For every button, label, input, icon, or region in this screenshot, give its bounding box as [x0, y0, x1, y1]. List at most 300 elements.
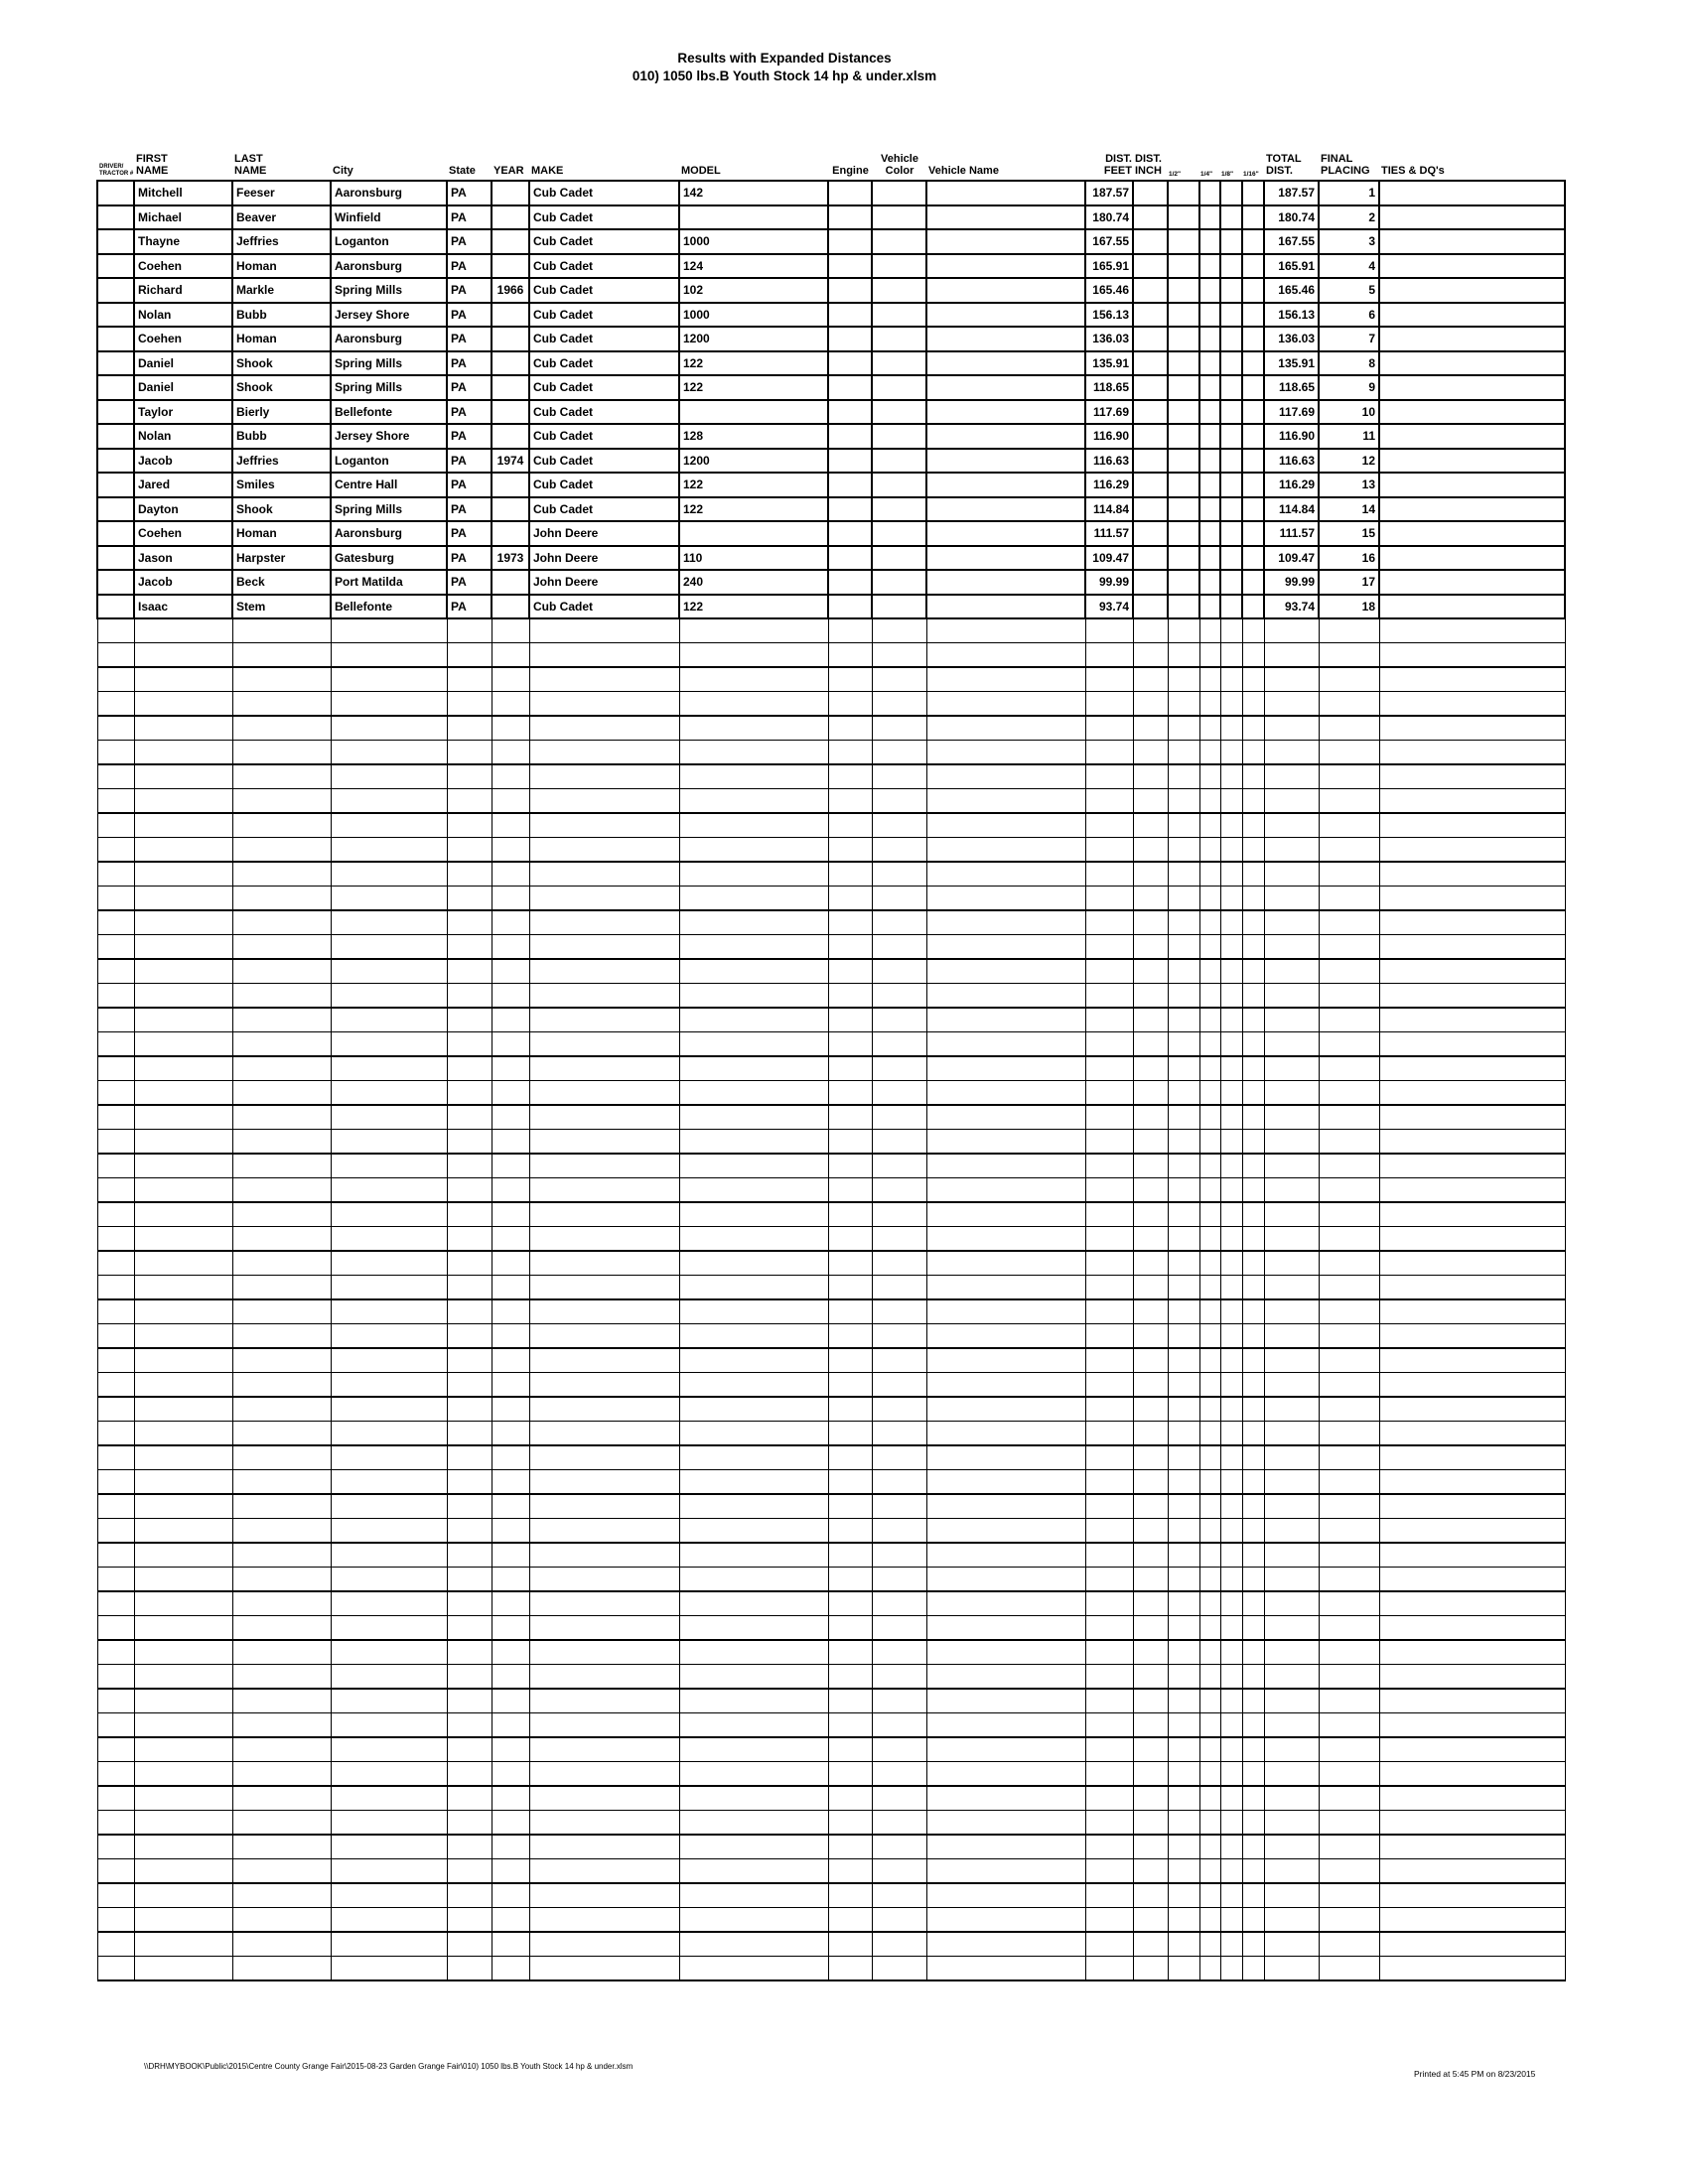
cell-last: Markle — [232, 278, 331, 303]
cell-empty — [134, 1883, 232, 1908]
cell-empty — [1199, 1445, 1220, 1470]
cell-color — [872, 181, 926, 205]
cell-empty — [1168, 959, 1199, 984]
cell-empty — [679, 741, 828, 765]
cell-empty — [679, 1397, 828, 1422]
cell-empty — [1199, 1373, 1220, 1398]
cell-empty — [1220, 887, 1242, 911]
cell-f2 — [1199, 546, 1220, 571]
cell-empty — [492, 1932, 529, 1957]
cell-total_dist: 156.13 — [1264, 303, 1319, 328]
cell-empty — [1319, 1908, 1379, 1933]
cell-empty — [1264, 716, 1319, 741]
cell-empty — [529, 764, 679, 789]
cell-empty — [1220, 1227, 1242, 1252]
cell-empty — [1220, 741, 1242, 765]
cell-empty — [447, 1543, 492, 1568]
cell-f4 — [1242, 595, 1264, 619]
empty-row — [97, 1397, 1565, 1422]
cell-empty — [872, 984, 926, 1009]
cell-empty — [492, 1081, 529, 1106]
cell-empty — [926, 1251, 1085, 1276]
cell-empty — [492, 1908, 529, 1933]
cell-empty — [1264, 1932, 1319, 1957]
cell-empty — [529, 1568, 679, 1592]
cell-empty — [926, 1032, 1085, 1057]
cell-empty — [1220, 1276, 1242, 1300]
cell-empty — [97, 1202, 134, 1227]
cell-empty — [1199, 1227, 1220, 1252]
cell-engine — [828, 181, 872, 205]
cell-placing: 13 — [1319, 473, 1379, 497]
cell-empty — [926, 1130, 1085, 1155]
cell-dist_feet: 187.57 — [1085, 181, 1133, 205]
cell-empty — [1220, 959, 1242, 984]
cell-empty — [1133, 1397, 1168, 1422]
cell-empty — [1085, 813, 1133, 838]
cell-empty — [1242, 1568, 1264, 1592]
cell-empty — [1264, 1202, 1319, 1227]
cell-empty — [1379, 1737, 1565, 1762]
cell-empty — [1242, 1178, 1264, 1203]
cell-empty — [134, 1786, 232, 1811]
cell-empty — [1133, 1348, 1168, 1373]
empty-row — [97, 1105, 1565, 1130]
cell-empty — [529, 667, 679, 692]
empty-row — [97, 813, 1565, 838]
cell-empty — [1379, 1470, 1565, 1495]
cell-empty — [97, 1737, 134, 1762]
cell-empty — [529, 1202, 679, 1227]
cell-empty — [529, 1056, 679, 1081]
cell-empty — [1085, 1227, 1133, 1252]
cell-empty — [1264, 1299, 1319, 1324]
cell-empty — [1168, 1494, 1199, 1519]
cell-f4 — [1242, 473, 1264, 497]
cell-empty — [1379, 1373, 1565, 1398]
cell-empty — [926, 1348, 1085, 1373]
cell-empty — [1242, 1957, 1264, 1981]
cell-empty — [97, 1859, 134, 1884]
cell-empty — [872, 1227, 926, 1252]
cell-empty — [679, 1519, 828, 1544]
cell-empty — [872, 764, 926, 789]
col-header-state: State — [447, 137, 492, 181]
cell-empty — [232, 1908, 331, 1933]
cell-empty — [232, 1251, 331, 1276]
cell-empty — [1199, 1348, 1220, 1373]
cell-color — [872, 278, 926, 303]
cell-empty — [1168, 1276, 1199, 1300]
cell-tractor — [97, 497, 134, 522]
cell-empty — [1085, 1130, 1133, 1155]
cell-empty — [232, 716, 331, 741]
cell-empty — [872, 1786, 926, 1811]
cell-dist_inch — [1133, 375, 1168, 400]
cell-empty — [1085, 1154, 1133, 1178]
cell-last: Shook — [232, 351, 331, 376]
empty-row — [97, 1689, 1565, 1713]
cell-empty — [1133, 1251, 1168, 1276]
cell-empty — [1085, 1422, 1133, 1446]
cell-empty — [1133, 1470, 1168, 1495]
cell-empty — [447, 789, 492, 814]
cell-placing: 10 — [1319, 400, 1379, 425]
cell-empty — [1220, 1154, 1242, 1178]
cell-empty — [926, 741, 1085, 765]
cell-empty — [1199, 1811, 1220, 1836]
cell-empty — [1319, 789, 1379, 814]
cell-empty — [828, 1081, 872, 1106]
cell-empty — [926, 984, 1085, 1009]
cell-empty — [828, 910, 872, 935]
cell-empty — [926, 692, 1085, 717]
cell-f4 — [1242, 181, 1264, 205]
cell-empty — [1199, 1932, 1220, 1957]
cell-empty — [134, 1494, 232, 1519]
cell-empty — [232, 1494, 331, 1519]
cell-empty — [331, 1324, 447, 1349]
cell-empty — [1168, 1519, 1199, 1544]
cell-empty — [134, 1251, 232, 1276]
cell-placing: 11 — [1319, 424, 1379, 449]
cell-empty — [447, 1519, 492, 1544]
cell-vehicle_name — [926, 424, 1085, 449]
cell-empty — [1264, 1470, 1319, 1495]
cell-empty — [1242, 1470, 1264, 1495]
cell-state: PA — [447, 546, 492, 571]
cell-empty — [679, 1202, 828, 1227]
cell-empty — [1168, 1591, 1199, 1616]
cell-dist_inch — [1133, 521, 1168, 546]
cell-empty — [926, 1543, 1085, 1568]
cell-empty — [331, 1762, 447, 1787]
cell-empty — [331, 1494, 447, 1519]
cell-empty — [232, 1422, 331, 1446]
cell-empty — [1242, 1665, 1264, 1690]
cell-dist_feet: 116.29 — [1085, 473, 1133, 497]
cell-engine — [828, 497, 872, 522]
cell-empty — [1319, 1470, 1379, 1495]
cell-empty — [679, 1665, 828, 1690]
cell-empty — [828, 1276, 872, 1300]
cell-empty — [679, 692, 828, 717]
cell-empty — [1085, 959, 1133, 984]
cell-last: Smiles — [232, 473, 331, 497]
cell-empty — [447, 1178, 492, 1203]
cell-empty — [1133, 1932, 1168, 1957]
cell-empty — [134, 910, 232, 935]
cell-last: Jeffries — [232, 229, 331, 254]
cell-empty — [828, 1811, 872, 1836]
cell-f1 — [1168, 473, 1199, 497]
cell-empty — [331, 1056, 447, 1081]
cell-empty — [232, 1737, 331, 1762]
cell-empty — [232, 1348, 331, 1373]
cell-empty — [1085, 887, 1133, 911]
cell-color — [872, 303, 926, 328]
cell-placing: 9 — [1319, 375, 1379, 400]
cell-f2 — [1199, 595, 1220, 619]
cell-empty — [1379, 1957, 1565, 1981]
cell-empty — [331, 1883, 447, 1908]
cell-empty — [872, 1932, 926, 1957]
cell-empty — [926, 1908, 1085, 1933]
cell-empty — [1133, 813, 1168, 838]
header-row — [97, 137, 1565, 181]
cell-empty — [679, 1932, 828, 1957]
cell-tractor — [97, 570, 134, 595]
cell-color — [872, 254, 926, 279]
cell-total_dist: 99.99 — [1264, 570, 1319, 595]
cell-f1 — [1168, 229, 1199, 254]
cell-empty — [97, 1154, 134, 1178]
cell-f3 — [1220, 351, 1242, 376]
cell-last: Homan — [232, 521, 331, 546]
cell-empty — [1319, 1762, 1379, 1787]
empty-row — [97, 692, 1565, 717]
cell-empty — [1242, 1811, 1264, 1836]
cell-empty — [1264, 1811, 1319, 1836]
results-table-body — [97, 181, 1565, 1980]
cell-engine — [828, 424, 872, 449]
cell-empty — [529, 1105, 679, 1130]
cell-empty — [1264, 643, 1319, 668]
cell-empty — [679, 813, 828, 838]
cell-empty — [529, 1081, 679, 1106]
cell-empty — [134, 1178, 232, 1203]
cell-empty — [1264, 667, 1319, 692]
cell-empty — [679, 1056, 828, 1081]
cell-empty — [134, 1056, 232, 1081]
cell-empty — [679, 1373, 828, 1398]
cell-empty — [1319, 984, 1379, 1009]
cell-year — [492, 327, 529, 351]
cell-empty — [97, 1081, 134, 1106]
cell-empty — [1220, 1397, 1242, 1422]
cell-empty — [1379, 1494, 1565, 1519]
cell-empty — [232, 813, 331, 838]
cell-empty — [872, 667, 926, 692]
cell-empty — [1220, 1202, 1242, 1227]
cell-empty — [1242, 1324, 1264, 1349]
cell-ties — [1379, 497, 1565, 522]
cell-empty — [232, 1032, 331, 1057]
cell-empty — [1133, 692, 1168, 717]
cell-f3 — [1220, 278, 1242, 303]
cell-empty — [134, 984, 232, 1009]
cell-empty — [1085, 1032, 1133, 1057]
empty-row — [97, 1276, 1565, 1300]
cell-dist_feet: 135.91 — [1085, 351, 1133, 376]
cell-empty — [1379, 1445, 1565, 1470]
cell-empty — [1242, 1543, 1264, 1568]
cell-empty — [828, 1932, 872, 1957]
empty-row — [97, 643, 1565, 668]
cell-last: Bierly — [232, 400, 331, 425]
cell-empty — [1264, 1251, 1319, 1276]
cell-engine — [828, 375, 872, 400]
cell-empty — [134, 643, 232, 668]
cell-empty — [1133, 716, 1168, 741]
cell-color — [872, 375, 926, 400]
cell-empty — [1319, 935, 1379, 960]
cell-empty — [97, 1883, 134, 1908]
cell-empty — [1220, 1883, 1242, 1908]
cell-empty — [1085, 1811, 1133, 1836]
cell-empty — [232, 618, 331, 643]
cell-empty — [492, 1762, 529, 1787]
cell-empty — [1379, 1032, 1565, 1057]
cell-empty — [1199, 1397, 1220, 1422]
cell-empty — [232, 1957, 331, 1981]
cell-empty — [828, 1689, 872, 1713]
cell-engine — [828, 229, 872, 254]
cell-total_dist: 180.74 — [1264, 205, 1319, 230]
cell-total_dist: 114.84 — [1264, 497, 1319, 522]
cell-ties — [1379, 449, 1565, 474]
cell-city: Jersey Shore — [331, 303, 447, 328]
cell-empty — [1379, 1640, 1565, 1665]
cell-empty — [1379, 1202, 1565, 1227]
cell-empty — [1133, 838, 1168, 863]
cell-empty — [492, 1616, 529, 1641]
cell-empty — [872, 1665, 926, 1690]
cell-vehicle_name — [926, 497, 1085, 522]
cell-empty — [232, 1859, 331, 1884]
cell-f2 — [1199, 327, 1220, 351]
cell-empty — [529, 1835, 679, 1859]
cell-year — [492, 205, 529, 230]
cell-empty — [926, 1445, 1085, 1470]
cell-dist_inch — [1133, 595, 1168, 619]
cell-empty — [872, 1324, 926, 1349]
cell-empty — [872, 1251, 926, 1276]
cell-make: Cub Cadet — [529, 351, 679, 376]
cell-empty — [872, 1859, 926, 1884]
cell-empty — [1199, 1178, 1220, 1203]
cell-empty — [872, 1348, 926, 1373]
cell-empty — [1168, 1178, 1199, 1203]
cell-empty — [492, 887, 529, 911]
cell-empty — [447, 1908, 492, 1933]
cell-ties — [1379, 473, 1565, 497]
cell-empty — [331, 618, 447, 643]
empty-row — [97, 1957, 1565, 1981]
cell-dist_feet: 136.03 — [1085, 327, 1133, 351]
cell-model: 122 — [679, 595, 828, 619]
cell-empty — [331, 1227, 447, 1252]
cell-empty — [926, 910, 1085, 935]
cell-empty — [1242, 1713, 1264, 1738]
cell-empty — [1168, 1081, 1199, 1106]
cell-empty — [447, 1324, 492, 1349]
cell-empty — [926, 667, 1085, 692]
empty-row — [97, 789, 1565, 814]
cell-last: Feeser — [232, 181, 331, 205]
file-path: \\DRH\MYBOOK\Public\2015\Centre County Grange Fair\2015-08-23 Garden Grange Fair\010) 1050 lbs.B Youth Stock 14 hp & under.xlsm — [144, 2062, 633, 2071]
cell-empty — [828, 1032, 872, 1057]
cell-last: Harpster — [232, 546, 331, 571]
cell-empty — [1242, 1081, 1264, 1106]
cell-empty — [232, 1713, 331, 1738]
cell-empty — [679, 1470, 828, 1495]
cell-empty — [1168, 1154, 1199, 1178]
cell-empty — [1168, 862, 1199, 887]
cell-empty — [1199, 1470, 1220, 1495]
cell-empty — [872, 862, 926, 887]
cell-empty — [529, 910, 679, 935]
cell-f2 — [1199, 229, 1220, 254]
cell-empty — [1168, 667, 1199, 692]
cell-state: PA — [447, 400, 492, 425]
cell-f1 — [1168, 327, 1199, 351]
cell-empty — [679, 1737, 828, 1762]
cell-empty — [926, 1762, 1085, 1787]
cell-f3 — [1220, 521, 1242, 546]
cell-empty — [926, 1324, 1085, 1349]
cell-empty — [1133, 959, 1168, 984]
cell-empty — [872, 959, 926, 984]
cell-empty — [492, 741, 529, 765]
cell-empty — [872, 1373, 926, 1398]
cell-empty — [679, 935, 828, 960]
cell-empty — [232, 1299, 331, 1324]
cell-empty — [134, 1445, 232, 1470]
cell-empty — [447, 910, 492, 935]
cell-empty — [331, 984, 447, 1009]
cell-empty — [1199, 1665, 1220, 1690]
cell-make: John Deere — [529, 521, 679, 546]
cell-empty — [872, 1568, 926, 1592]
cell-empty — [679, 764, 828, 789]
empty-row — [97, 1154, 1565, 1178]
cell-empty — [1085, 618, 1133, 643]
cell-empty — [1220, 1445, 1242, 1470]
cell-empty — [97, 1591, 134, 1616]
cell-empty — [97, 1640, 134, 1665]
cell-empty — [1168, 1251, 1199, 1276]
cell-dist_feet: 114.84 — [1085, 497, 1133, 522]
empty-row — [97, 1032, 1565, 1057]
cell-tractor — [97, 473, 134, 497]
cell-empty — [1199, 692, 1220, 717]
cell-empty — [97, 1008, 134, 1032]
cell-color — [872, 521, 926, 546]
cell-empty — [529, 1348, 679, 1373]
cell-empty — [1168, 1786, 1199, 1811]
cell-city: Aaronsburg — [331, 327, 447, 351]
cell-empty — [1379, 959, 1565, 984]
cell-empty — [492, 1251, 529, 1276]
cell-empty — [1242, 862, 1264, 887]
empty-row — [97, 935, 1565, 960]
cell-empty — [1085, 838, 1133, 863]
cell-state: PA — [447, 278, 492, 303]
cell-empty — [1199, 813, 1220, 838]
cell-empty — [1085, 1202, 1133, 1227]
cell-empty — [828, 716, 872, 741]
cell-empty — [529, 716, 679, 741]
cell-empty — [529, 838, 679, 863]
cell-engine — [828, 278, 872, 303]
cell-empty — [1242, 1397, 1264, 1422]
cell-empty — [232, 1202, 331, 1227]
cell-empty — [1168, 1202, 1199, 1227]
cell-make: John Deere — [529, 570, 679, 595]
cell-empty — [1319, 1689, 1379, 1713]
cell-last: Bubb — [232, 303, 331, 328]
